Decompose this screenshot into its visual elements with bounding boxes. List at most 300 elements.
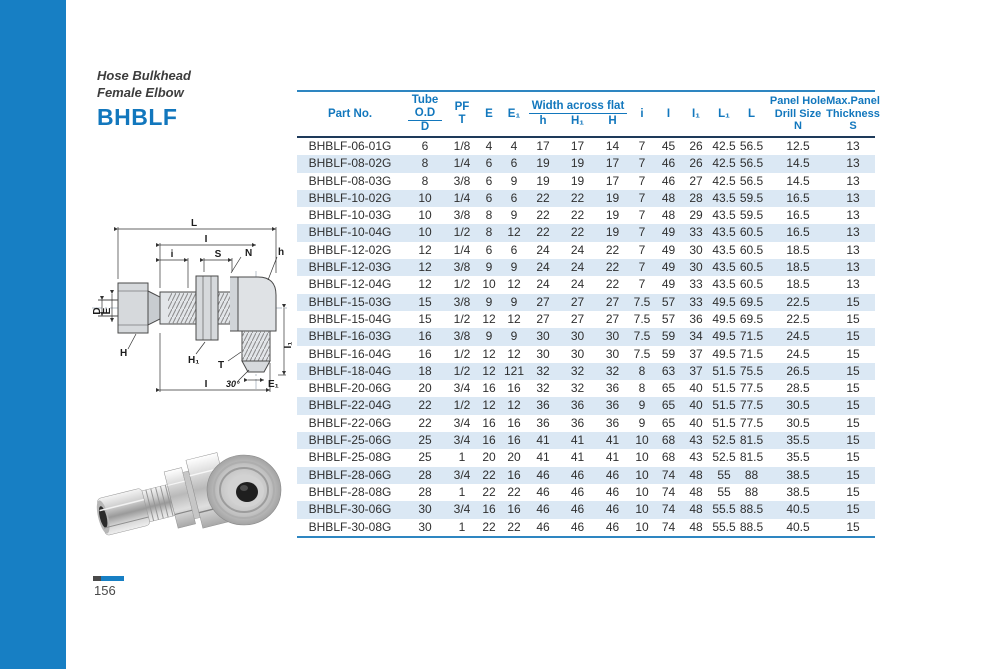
spec-cell: 56.5 — [739, 139, 764, 153]
spec-cell: 27 — [605, 311, 620, 326]
spec-cell: 55 — [717, 467, 731, 482]
table-row — [297, 173, 875, 190]
table-row — [297, 501, 875, 518]
spec-cell: 24 — [570, 277, 585, 292]
spec-cell: 69.5 — [739, 294, 764, 309]
spec-cell: 13 — [846, 173, 860, 188]
spec-cell: 41 — [605, 433, 620, 448]
spec-cell: 30 — [536, 346, 550, 361]
part-no-cell: BHBLF-28-08G — [308, 484, 392, 499]
spec-cell: 12 — [507, 311, 521, 326]
spec-cell: 81.5 — [739, 450, 764, 465]
part-no-cell: BHBLF-22-06G — [308, 415, 392, 430]
table-row — [297, 397, 875, 414]
spec-cell: 22.5 — [786, 294, 810, 309]
spec-cell: 16 — [418, 329, 432, 344]
spec-cell: 15 — [846, 294, 860, 309]
part-no-cell: BHBLF-16-04G — [308, 346, 392, 361]
spec-cell: 43.5 — [712, 277, 736, 292]
spec-cell: 24 — [570, 242, 585, 257]
dim-h: h — [278, 247, 285, 258]
spec-cell: 16 — [418, 346, 432, 361]
series-code: BHBLF — [97, 104, 178, 130]
spec-cell: 17 — [605, 156, 620, 171]
spec-cell: 15 — [846, 363, 860, 378]
spec-cell: 7 — [638, 225, 646, 240]
spec-cell: 1/2 — [453, 311, 471, 326]
spec-cell: 88 — [744, 484, 759, 499]
spec-cell: 15 — [846, 502, 860, 517]
spec-cell: 16.5 — [786, 190, 810, 205]
spec-cell: 14.5 — [786, 156, 810, 171]
spec-cell: 22 — [536, 190, 550, 205]
spec-cell: 20 — [418, 381, 432, 396]
spec-cell: 12 — [507, 398, 521, 413]
spec-cell: 13 — [846, 260, 860, 275]
col-header-i: i — [640, 107, 644, 120]
spec-cell: 3/4 — [453, 415, 471, 430]
spec-cell: 43.5 — [712, 190, 736, 205]
dim-H1: H₁ — [188, 355, 200, 366]
col-header-I: I — [666, 107, 671, 120]
spec-cell: 22 — [418, 398, 432, 413]
dim-E: E — [102, 307, 113, 315]
spec-cell: 10 — [482, 277, 496, 292]
spec-cell: 41 — [536, 433, 550, 448]
spec-cell: 59.5 — [739, 208, 764, 223]
col-header-part-no: Part No. — [327, 107, 373, 120]
spec-cell: 22 — [507, 484, 521, 499]
table-row — [297, 190, 875, 207]
table-row — [297, 346, 875, 363]
spec-cell: 41 — [570, 450, 585, 465]
spec-cell: 56.5 — [739, 173, 764, 188]
spec-cell: 74 — [661, 467, 676, 482]
spec-cell: 71.5 — [739, 329, 764, 344]
spec-cell: 46 — [605, 467, 620, 482]
spec-cell: 19 — [605, 208, 620, 223]
part-no-cell: BHBLF-08-03G — [308, 173, 392, 188]
spec-cell: 4 — [510, 139, 518, 153]
spec-cell: 48 — [661, 208, 676, 223]
table-row — [297, 328, 875, 345]
spec-cell: 27 — [605, 294, 620, 309]
spec-cell: 59 — [661, 329, 676, 344]
part-no-cell: BHBLF-12-02G — [308, 242, 392, 257]
col-header-e: E — [485, 107, 493, 120]
spec-cell: 24 — [570, 260, 585, 275]
spec-cell: 8 — [638, 363, 646, 378]
spec-cell: 32 — [570, 363, 585, 378]
dim-T: T — [218, 360, 225, 371]
spec-cell: 16 — [482, 415, 496, 430]
spec-cell: 40 — [689, 398, 703, 413]
spec-cell: 10 — [635, 450, 649, 465]
spec-cell: 30.5 — [786, 415, 810, 430]
spec-cell: 46 — [661, 173, 676, 188]
spec-cell: 42.5 — [712, 139, 736, 153]
spec-cell: 12 — [482, 363, 496, 378]
spec-cell: 43.5 — [712, 242, 736, 257]
spec-cell: 49.5 — [712, 294, 736, 309]
spec-cell: 13 — [846, 208, 860, 223]
spec-cell: 9 — [638, 415, 646, 430]
spec-cell: 29 — [689, 208, 703, 223]
spec-cell: 16 — [507, 433, 521, 448]
dim-H: H — [120, 348, 128, 359]
spec-cell: 3/8 — [453, 173, 471, 188]
spec-cell: 9 — [638, 398, 646, 413]
spec-cell: 77.5 — [739, 398, 764, 413]
spec-cell: 35.5 — [786, 433, 810, 448]
spec-cell: 36 — [605, 398, 620, 413]
title-block — [97, 67, 191, 131]
spec-cell: 17 — [570, 139, 585, 153]
spec-cell: 13 — [846, 277, 860, 292]
dim-i: i — [170, 249, 174, 260]
spec-cell: 3/4 — [453, 381, 471, 396]
spec-cell: 38.5 — [786, 484, 810, 499]
spec-table-body — [297, 138, 875, 536]
spec-cell: 8 — [485, 225, 493, 240]
spec-cell: 16 — [482, 381, 496, 396]
spec-cell: 6 — [510, 156, 518, 171]
table-row — [297, 155, 875, 172]
spec-cell: 1/2 — [453, 398, 471, 413]
spec-cell: 12 — [418, 242, 432, 257]
spec-cell: 41 — [536, 450, 550, 465]
part-no-cell: BHBLF-22-04G — [308, 398, 392, 413]
spec-cell: 1/2 — [453, 225, 471, 240]
part-no-cell: BHBLF-16-03G — [308, 329, 392, 344]
spec-cell: 48 — [661, 190, 676, 205]
spec-cell: 52.5 — [712, 450, 736, 465]
spec-cell: 48 — [689, 502, 703, 517]
spec-cell: 41 — [605, 450, 620, 465]
part-no-cell: BHBLF-12-03G — [308, 260, 392, 275]
spec-cell: 6 — [485, 173, 493, 188]
table-row — [297, 224, 875, 241]
spec-cell: 30 — [418, 519, 432, 534]
spec-cell: 13 — [846, 139, 860, 153]
spec-cell: 13 — [846, 190, 860, 205]
spec-cell: 12 — [482, 311, 496, 326]
page-number: 156 — [94, 583, 116, 598]
dim-I-bottom: I — [204, 379, 208, 390]
spec-cell: 9 — [510, 208, 518, 223]
col-header-L1: L₁ — [718, 107, 730, 120]
part-no-cell: BHBLF-15-03G — [308, 294, 392, 309]
spec-cell: 30.5 — [786, 398, 810, 413]
spec-cell: 8 — [638, 381, 646, 396]
spec-cell: 57 — [661, 311, 676, 326]
spec-cell: 22 — [605, 242, 620, 257]
dim-I-top: I — [204, 234, 208, 245]
spec-cell: 7 — [638, 190, 646, 205]
dim-S: S — [214, 249, 222, 260]
spec-cell: 36 — [536, 415, 550, 430]
spec-cell: 32 — [536, 363, 550, 378]
spec-cell: 19 — [605, 190, 620, 205]
spec-cell: 28 — [418, 484, 432, 499]
spec-cell: 38.5 — [786, 467, 810, 482]
spec-cell: 27 — [689, 173, 703, 188]
spec-cell: 13 — [846, 242, 860, 257]
spec-cell: 9 — [510, 260, 518, 275]
spec-cell: 10 — [418, 190, 432, 205]
table-header — [297, 90, 880, 138]
spec-cell: 34 — [689, 329, 703, 344]
col-header-width-across-flat: Width across flat h H₁ H — [527, 92, 629, 136]
spec-cell: 7 — [638, 208, 646, 223]
male-thread-end — [207, 455, 281, 525]
spec-cell: 46 — [536, 519, 550, 534]
table-row — [297, 449, 875, 466]
table-row — [297, 207, 875, 224]
spec-cell: 56.5 — [739, 156, 764, 171]
spec-cell: 60.5 — [739, 242, 764, 257]
table-row — [297, 242, 875, 259]
col-header-tube-od: Tube O.D D — [403, 92, 447, 136]
spec-cell: 24 — [536, 260, 550, 275]
spec-cell: 121 — [503, 363, 525, 378]
table-row — [297, 432, 875, 449]
spec-cell: 1 — [458, 484, 466, 499]
spec-cell: 46 — [570, 484, 585, 499]
spec-cell: 51.5 — [712, 398, 736, 413]
spec-cell: 14 — [605, 139, 620, 153]
part-no-cell: BHBLF-15-04G — [308, 311, 392, 326]
spec-cell: 22 — [482, 519, 496, 534]
spec-cell: 1/4 — [453, 190, 471, 205]
spec-cell: 18.5 — [786, 242, 810, 257]
spec-cell: 1/4 — [453, 242, 471, 257]
spec-cell: 17 — [536, 139, 550, 153]
spec-cell: 3/4 — [453, 502, 471, 517]
spec-cell: 19 — [605, 225, 620, 240]
col-header-e1: E₁ — [507, 107, 521, 120]
spec-cell: 22 — [536, 208, 550, 223]
spec-cell: 49.5 — [712, 329, 736, 344]
spec-cell: 15 — [846, 450, 860, 465]
spec-cell: 32 — [605, 363, 620, 378]
spec-cell: 4 — [485, 139, 493, 153]
spec-cell: 33 — [689, 225, 703, 240]
spec-cell: 24 — [536, 242, 550, 257]
spec-cell: 27 — [570, 294, 585, 309]
spec-cell: 20 — [507, 450, 521, 465]
spec-cell: 49.5 — [712, 311, 736, 326]
spec-cell: 9 — [510, 294, 518, 309]
spec-cell: 7.5 — [633, 346, 651, 361]
table-row — [297, 363, 875, 380]
spec-cell: 15 — [846, 519, 860, 534]
spec-cell: 36 — [536, 398, 550, 413]
spec-cell: 51.5 — [712, 381, 736, 396]
dim-D: D — [92, 307, 103, 315]
spec-cell: 1/2 — [453, 277, 471, 292]
spec-cell: 15 — [418, 294, 432, 309]
spec-cell: 16 — [482, 502, 496, 517]
spec-cell: 6 — [510, 242, 518, 257]
spec-cell: 30 — [570, 329, 585, 344]
spec-cell: 15 — [846, 433, 860, 448]
part-no-cell: BHBLF-25-08G — [308, 450, 392, 465]
spec-cell: 27 — [570, 311, 585, 326]
spec-cell: 15 — [846, 484, 860, 499]
left-accent-band — [0, 0, 66, 669]
spec-cell: 7.5 — [633, 311, 651, 326]
spec-cell: 19 — [536, 156, 550, 171]
product-photo — [96, 418, 286, 563]
spec-cell: 6 — [510, 190, 518, 205]
spec-cell: 15 — [846, 311, 860, 326]
spec-cell: 30 — [536, 329, 550, 344]
waf-sub-headers: h H₁ H — [539, 115, 617, 127]
spec-cell: 75.5 — [739, 363, 764, 378]
spec-cell: 46 — [536, 467, 550, 482]
spec-cell: 28.5 — [786, 381, 810, 396]
spec-cell: 68 — [661, 433, 676, 448]
spec-cell: 74 — [661, 519, 676, 534]
spec-cell: 88 — [744, 467, 759, 482]
spec-cell: 43.5 — [712, 208, 736, 223]
spec-cell: 22 — [536, 225, 550, 240]
spec-cell: 46 — [570, 467, 585, 482]
spec-cell: 88.5 — [739, 519, 764, 534]
spec-cell: 60.5 — [739, 277, 764, 292]
spec-cell: 43 — [689, 450, 703, 465]
spec-cell: 8 — [421, 156, 429, 171]
spec-cell: 30 — [689, 260, 703, 275]
spec-cell: 3/4 — [453, 467, 471, 482]
spec-cell: 10 — [635, 502, 649, 517]
spec-cell: 46 — [661, 156, 676, 171]
spec-cell: 30 — [570, 346, 585, 361]
spec-cell: 6 — [421, 139, 429, 153]
spec-cell: 35.5 — [786, 450, 810, 465]
spec-cell: 55 — [717, 484, 731, 499]
spec-cell: 22 — [418, 415, 432, 430]
product-title-line2: Female Elbow — [97, 85, 184, 100]
spec-cell: 16.5 — [786, 225, 810, 240]
spec-cell: 48 — [689, 484, 703, 499]
spec-cell: 7 — [638, 139, 646, 153]
spec-cell: 33 — [689, 277, 703, 292]
spec-cell: 1/2 — [453, 346, 471, 361]
dim-L: L — [190, 218, 198, 229]
spec-cell: 15 — [846, 329, 860, 344]
spec-cell: 16 — [507, 502, 521, 517]
spec-cell: 59 — [661, 346, 676, 361]
dim-E1: E₁ — [268, 379, 279, 390]
spec-cell: 26.5 — [786, 363, 810, 378]
spec-cell: 7.5 — [633, 329, 651, 344]
spec-cell: 8 — [421, 173, 429, 188]
spec-cell: 24.5 — [786, 329, 810, 344]
spec-cell: 77.5 — [739, 415, 764, 430]
spec-cell: 32 — [536, 381, 550, 396]
spec-cell: 52.5 — [712, 433, 736, 448]
spec-cell: 24 — [536, 277, 550, 292]
part-no-cell: BHBLF-30-08G — [308, 519, 392, 534]
page-number-bar — [93, 576, 124, 581]
spec-cell: 15 — [846, 415, 860, 430]
spec-cell: 7 — [638, 242, 646, 257]
spec-cell: 7 — [638, 156, 646, 171]
spec-cell: 88.5 — [739, 502, 764, 517]
spec-cell: 15 — [418, 311, 432, 326]
spec-cell: 17 — [605, 173, 620, 188]
spec-cell: 49 — [661, 277, 676, 292]
spec-cell: 15 — [846, 467, 860, 482]
spec-cell: 9 — [510, 329, 518, 344]
part-no-cell: BHBLF-30-06G — [308, 502, 392, 517]
spec-cell: 10 — [635, 484, 649, 499]
table-row — [297, 519, 875, 536]
part-no-cell: BHBLF-25-06G — [308, 433, 392, 448]
spec-cell: 30 — [605, 329, 620, 344]
spec-cell: 26 — [689, 139, 703, 153]
spec-cell: 20 — [482, 450, 496, 465]
spec-cell: 1/4 — [453, 156, 471, 171]
spec-cell: 27 — [536, 294, 550, 309]
spec-cell: 22 — [570, 225, 585, 240]
spec-cell: 16 — [507, 381, 521, 396]
spec-cell: 37 — [689, 346, 703, 361]
spec-cell: 16 — [507, 467, 521, 482]
spec-cell: 12 — [507, 277, 521, 292]
spec-cell: 30 — [689, 242, 703, 257]
part-no-cell: BHBLF-10-03G — [308, 208, 392, 223]
spec-cell: 3/4 — [453, 433, 471, 448]
spec-cell: 49.5 — [712, 346, 736, 361]
spec-cell: 30 — [605, 346, 620, 361]
spec-cell: 40.5 — [786, 519, 810, 534]
spec-cell: 46 — [536, 484, 550, 499]
spec-cell: 8 — [485, 208, 493, 223]
table-row — [297, 484, 875, 501]
part-no-cell: BHBLF-10-04G — [308, 225, 392, 240]
col-header-L: L — [747, 107, 756, 120]
spec-cell: 3/8 — [453, 329, 471, 344]
spec-cell: 1/2 — [453, 363, 471, 378]
spec-cell: 46 — [605, 484, 620, 499]
spec-cell: 30 — [418, 502, 432, 517]
spec-cell: 16.5 — [786, 208, 810, 223]
part-no-cell: BHBLF-20-06G — [308, 381, 392, 396]
spec-cell: 46 — [605, 502, 620, 517]
spec-cell: 40 — [689, 415, 703, 430]
spec-cell: 18 — [418, 363, 432, 378]
spec-cell: 9 — [510, 173, 518, 188]
spec-cell: 22 — [482, 467, 496, 482]
part-no-cell: BHBLF-12-04G — [308, 277, 392, 292]
spec-cell: 51.5 — [712, 415, 736, 430]
spec-cell: 10 — [635, 433, 649, 448]
spec-cell: 12.5 — [786, 139, 810, 153]
part-no-cell: BHBLF-28-06G — [308, 467, 392, 482]
spec-cell: 46 — [605, 519, 620, 534]
spec-cell: 7 — [638, 173, 646, 188]
spec-cell: 19 — [570, 156, 585, 171]
spec-cell: 10 — [418, 208, 432, 223]
spec-cell: 10 — [635, 519, 649, 534]
spec-cell: 36 — [605, 415, 620, 430]
part-no-cell: BHBLF-08-02G — [308, 156, 392, 171]
table-row — [297, 294, 875, 311]
table-row — [297, 276, 875, 293]
